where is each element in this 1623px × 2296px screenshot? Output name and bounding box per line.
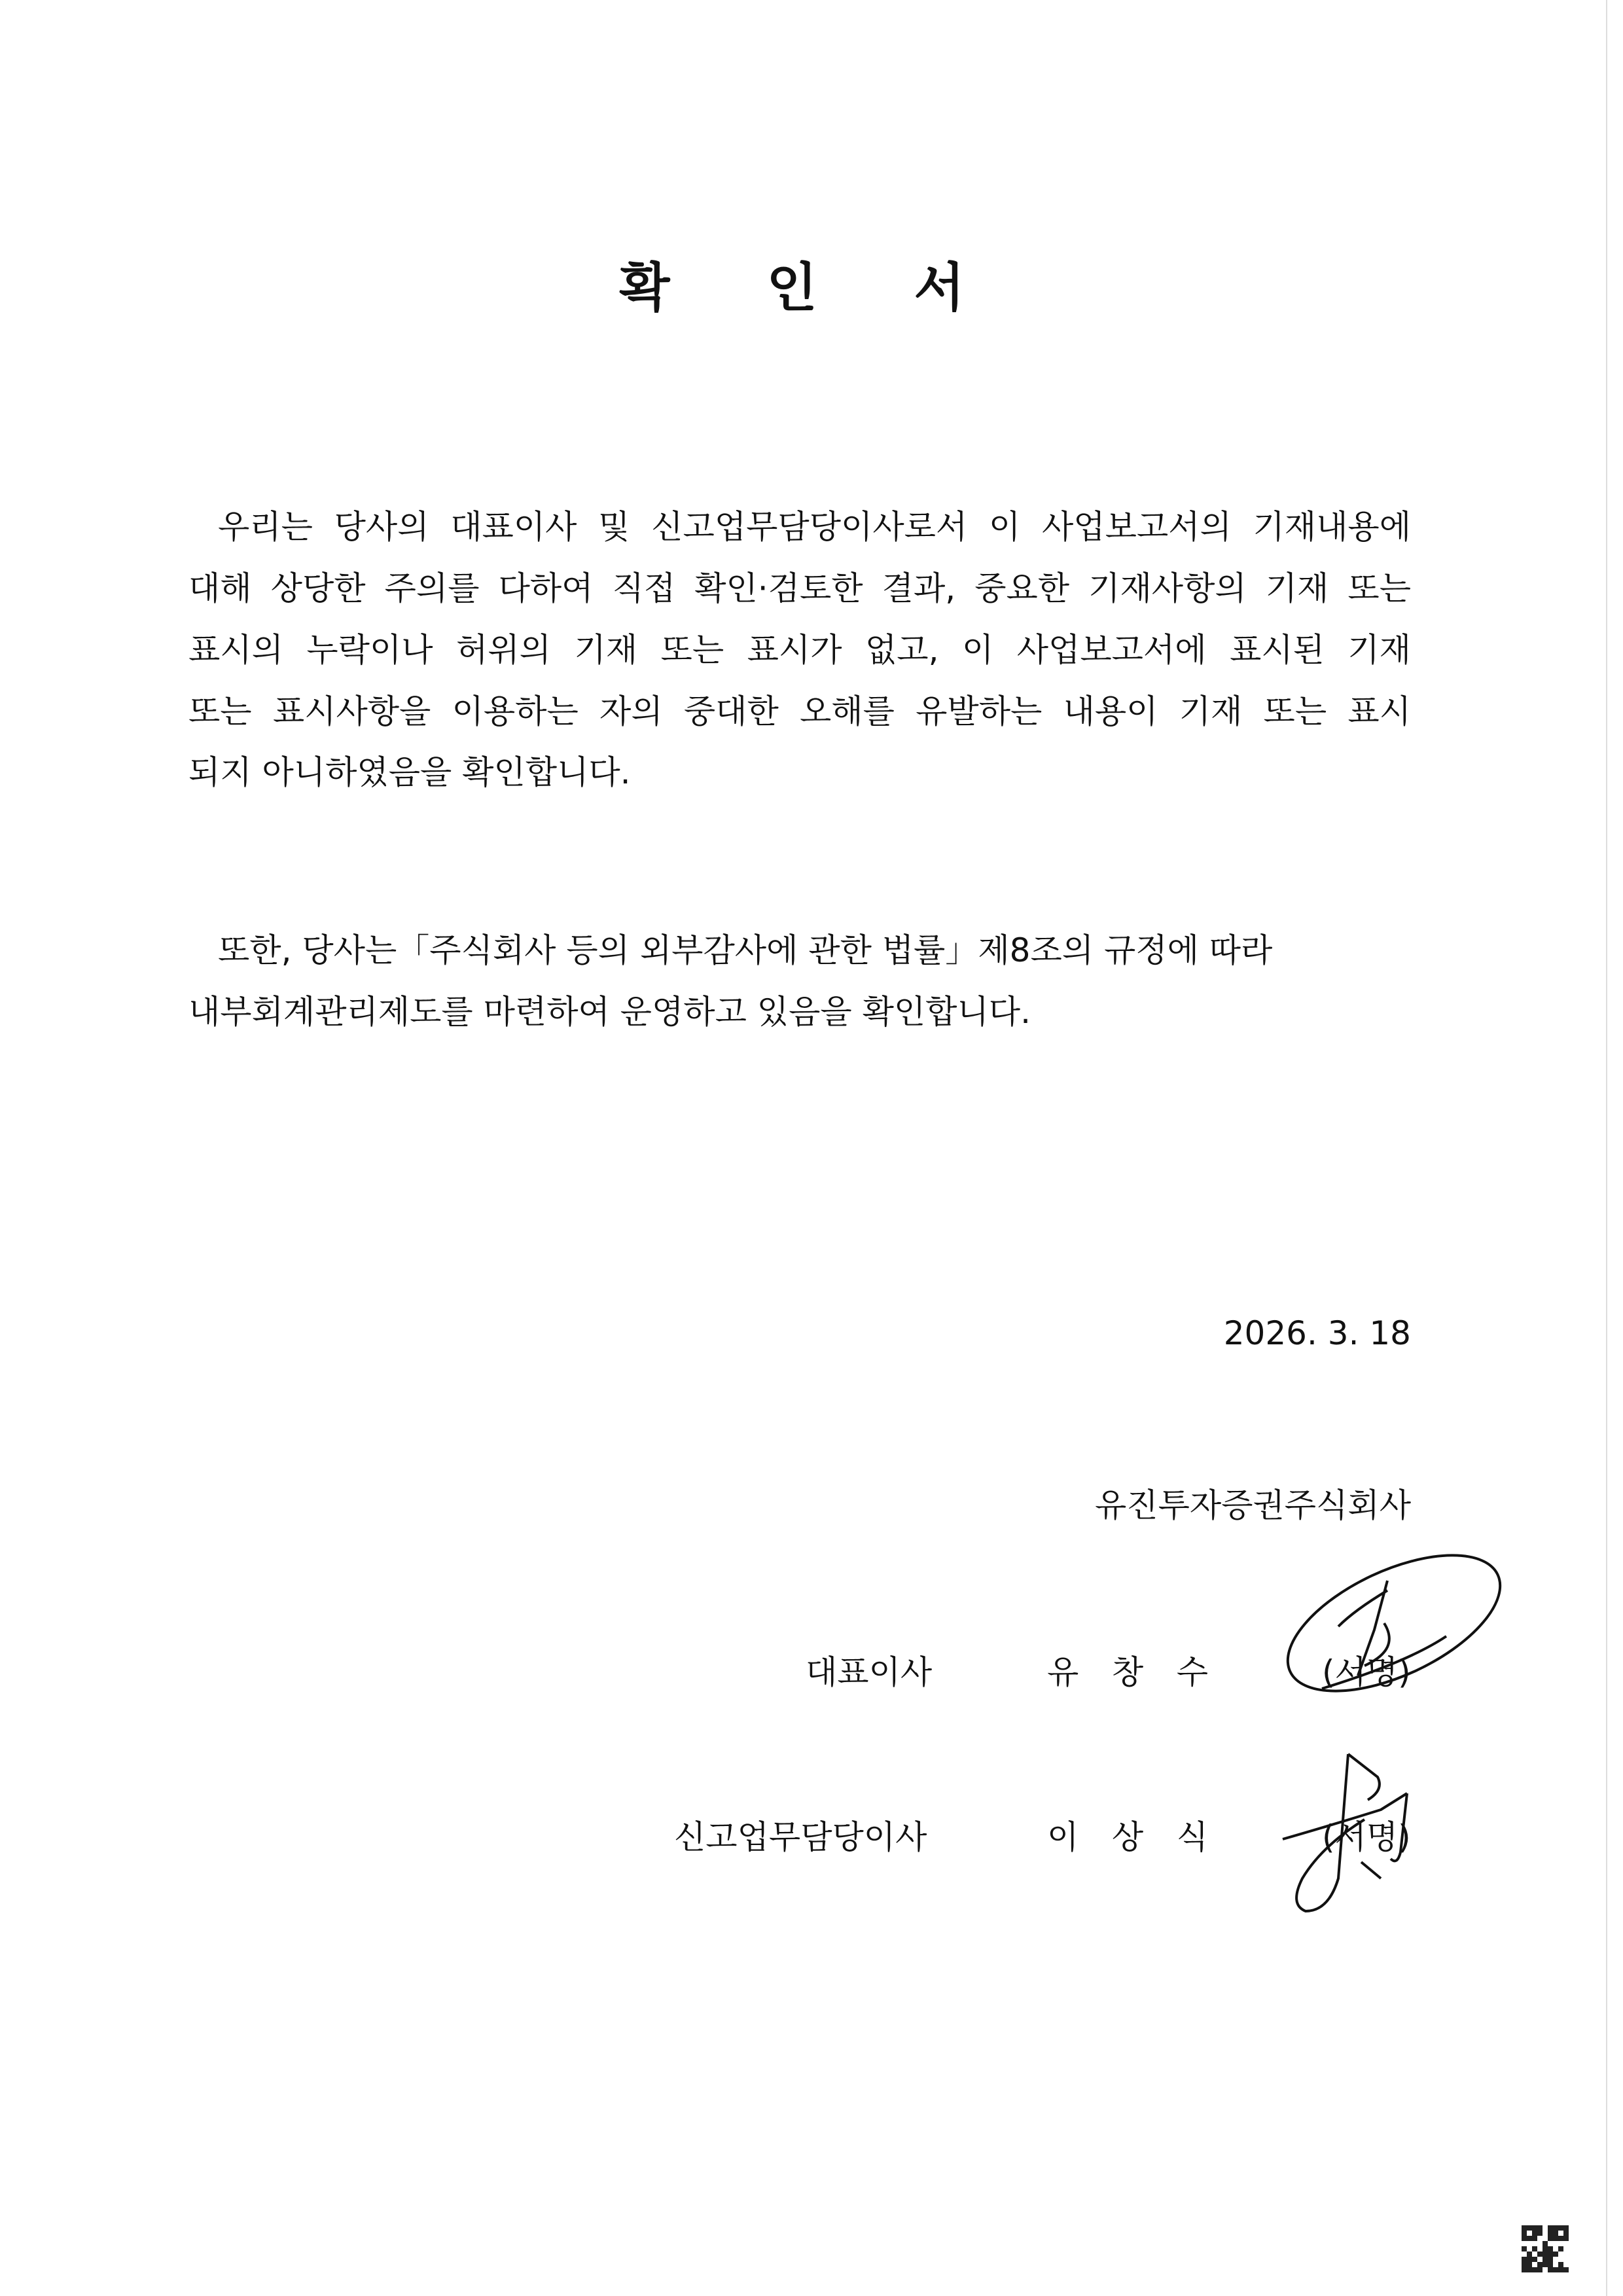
date: 2026. 3. 18 xyxy=(1223,1314,1411,1352)
company-name: 유진투자증권주식회사 xyxy=(1095,1486,1411,1524)
paragraph1-line: 되지 아니하였음을 확인합니다. xyxy=(188,753,631,791)
paragraph2-line: 내부회계관리제도를 마련하여 운영하고 있음을 확인합니다. xyxy=(188,993,1031,1031)
signatory-name: 이 상 식 xyxy=(1047,1818,1208,1856)
signature-label: (서명) xyxy=(1322,1818,1411,1856)
signatory-role: 신고업무담당이사 xyxy=(674,1818,927,1856)
signature-reporting-director xyxy=(1243,1715,1505,1937)
signatory-name: 유 창 수 xyxy=(1047,1653,1208,1691)
document-title: 확 인 서 xyxy=(619,257,1004,318)
signature-ceo xyxy=(1243,1538,1505,1708)
paragraph1-line: 우리는 당사의 대표이사 및 신고업무담당이사로서 이 사업보고서의 기재내용에 xyxy=(218,508,1411,546)
page-edge xyxy=(1606,0,1607,2296)
paragraph1-line: 표시의 누락이나 허위의 기재 또는 표시가 없고, 이 사업보고서에 표시된 기재 xyxy=(188,631,1411,669)
paragraph1-line: 또는 표시사항을 이용하는 자의 중대한 오해를 유발하는 내용이 기재 또는 표시 xyxy=(188,692,1411,730)
qr-code xyxy=(1522,2225,1569,2272)
paragraph1-line: 대해 상당한 주의를 다하여 직접 확인·검토한 결과, 중요한 기재사항의 기재 또는 xyxy=(188,569,1411,607)
signatory-role: 대표이사 xyxy=(806,1653,933,1691)
paragraph2-line: 또한, 당사는「주식회사 등의 외부감사에 관한 법률」제8조의 규정에 따라 xyxy=(218,931,1273,969)
signature-label: (서명) xyxy=(1322,1653,1411,1691)
